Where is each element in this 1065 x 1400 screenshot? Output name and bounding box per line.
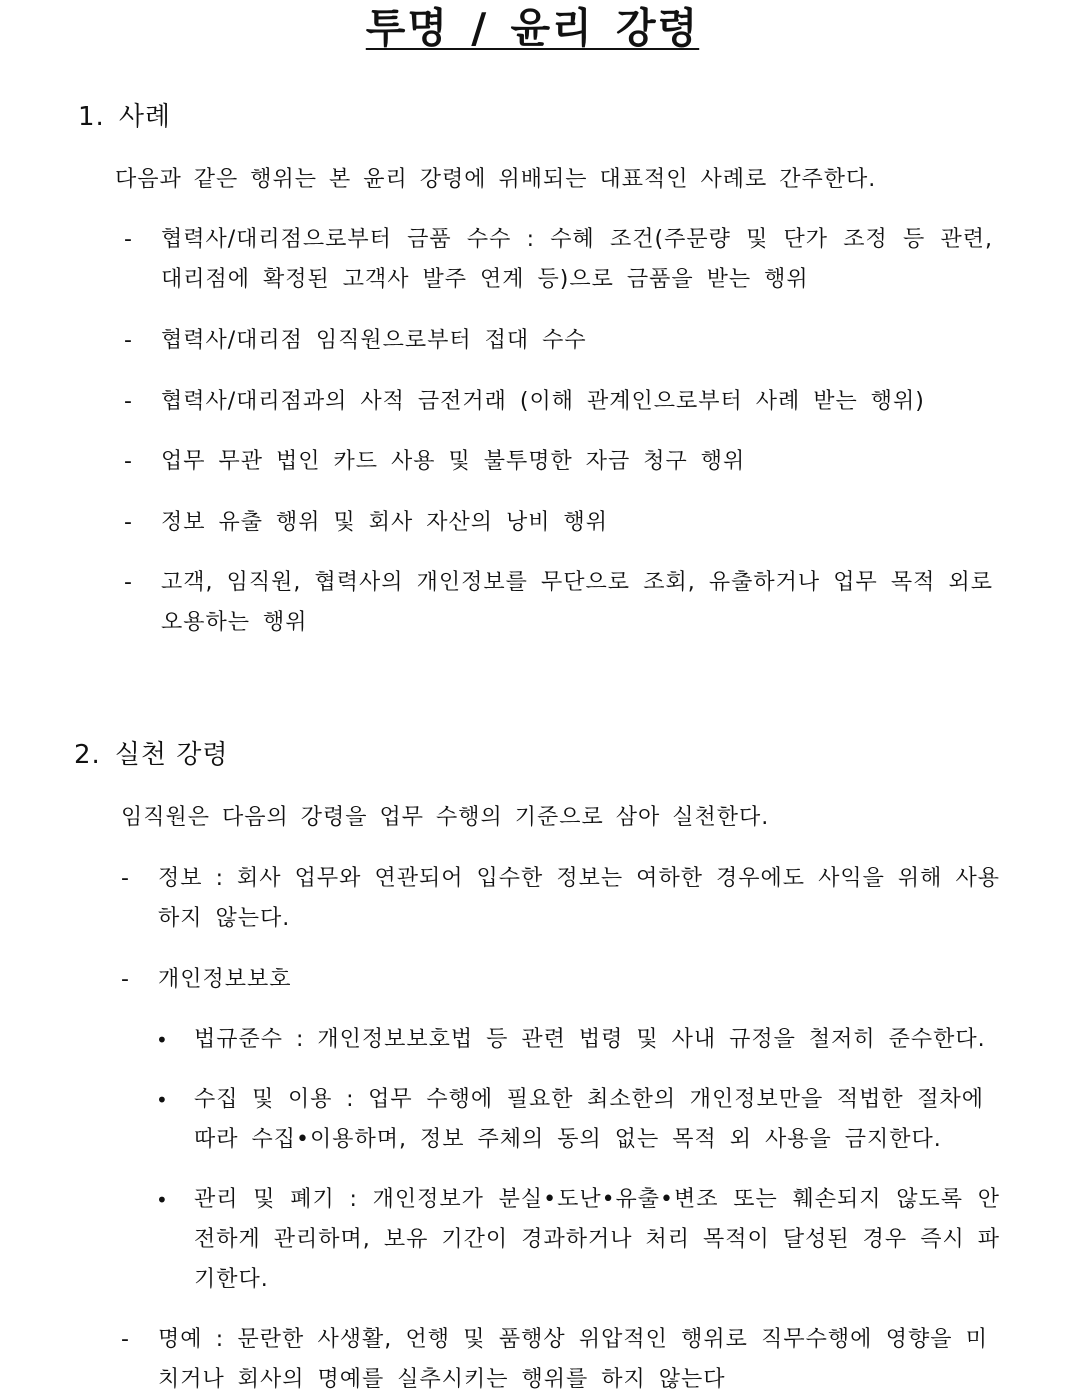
section-2-number: 2. xyxy=(74,740,101,770)
section-2-item: - 정보 : 회사 업무와 연관되어 입수한 정보는 여하한 경우에도 사익을 위해 사용하지 않는다. xyxy=(158,859,1000,939)
section-1-item: - 협력사/대리점으로부터 금품 수수 : 수혜 조건(주문량 및 단가 조정 등 관련, 대리점에 확정된 고객사 발주 연계 등)으로 금품을 받는 행위 xyxy=(161,220,993,300)
section-2-item: - 개인정보보호 xyxy=(158,960,1000,1000)
bullet-marker: • xyxy=(156,1088,169,1112)
dash-marker: - xyxy=(121,866,130,891)
dash-marker: - xyxy=(124,570,133,595)
section-2-title: 실천 강령 xyxy=(114,740,229,770)
section-2-heading xyxy=(74,738,229,772)
section-2-subitem: • 수집 및 이용 : 업무 수행에 필요한 최소한의 개인정보만을 적법한 절차에 따라 수집•이용하며, 정보 주체의 동의 없는 목적 외 사용을 금지한다. xyxy=(194,1080,984,1160)
section-1-item: - 협력사/대리점 임직원으로부터 접대 수수 xyxy=(161,321,1001,361)
dash-marker: - xyxy=(124,449,133,474)
dash-marker: - xyxy=(124,328,133,353)
section-2-item: - 명예 : 문란한 사생활, 언행 및 품행상 위압적인 행위로 직무수행에 영향을 미치거나 회사의 명예를 실추시키는 행위를 하지 않는다 xyxy=(158,1320,988,1400)
section-1-item: - 업무 무관 법인 카드 사용 및 불투명한 자금 청구 행위 xyxy=(161,442,1001,482)
section-1-heading xyxy=(78,100,171,134)
dash-marker: - xyxy=(124,389,133,414)
dash-marker: - xyxy=(124,227,133,252)
section-1-number: 1. xyxy=(78,102,105,132)
section-2-subitem: • 법규준수 : 개인정보보호법 등 관련 법령 및 사내 규정을 철저히 준수한다. xyxy=(194,1020,1014,1060)
section-1-item: - 고객, 임직원, 협력사의 개인정보를 무단으로 조회, 유출하거나 업무 목적 외로 오용하는 행위 xyxy=(161,563,993,643)
section-2-subitem: • 관리 및 폐기 : 개인정보가 분실•도난•유출•변조 또는 훼손되지 않도록 안전하게 관리하며, 보유 기간이 경과하거나 처리 목적이 달성된 경우 즉시 파기한다. xyxy=(194,1180,1000,1300)
section-1-title: 사례 xyxy=(118,102,172,132)
document-title: 투명 / 윤리 강령 xyxy=(365,4,700,52)
dash-marker: - xyxy=(121,967,130,992)
bullet-marker: • xyxy=(156,1028,169,1052)
section-1-intro: 다음과 같은 행위는 본 윤리 강령에 위배되는 대표적인 사례로 간주한다. xyxy=(115,167,877,192)
section-1-item: - 협력사/대리점과의 사적 금전거래 (이해 관계인으로부터 사례 받는 행위) xyxy=(161,382,1021,422)
dash-marker: - xyxy=(124,510,133,535)
bullet-marker: • xyxy=(156,1188,169,1212)
section-1-item: - 정보 유출 행위 및 회사 자산의 낭비 행위 xyxy=(161,503,1001,543)
section-2-intro: 임직원은 다음의 강령을 업무 수행의 기준으로 삼아 실천한다. xyxy=(121,805,770,830)
dash-marker: - xyxy=(121,1327,130,1352)
